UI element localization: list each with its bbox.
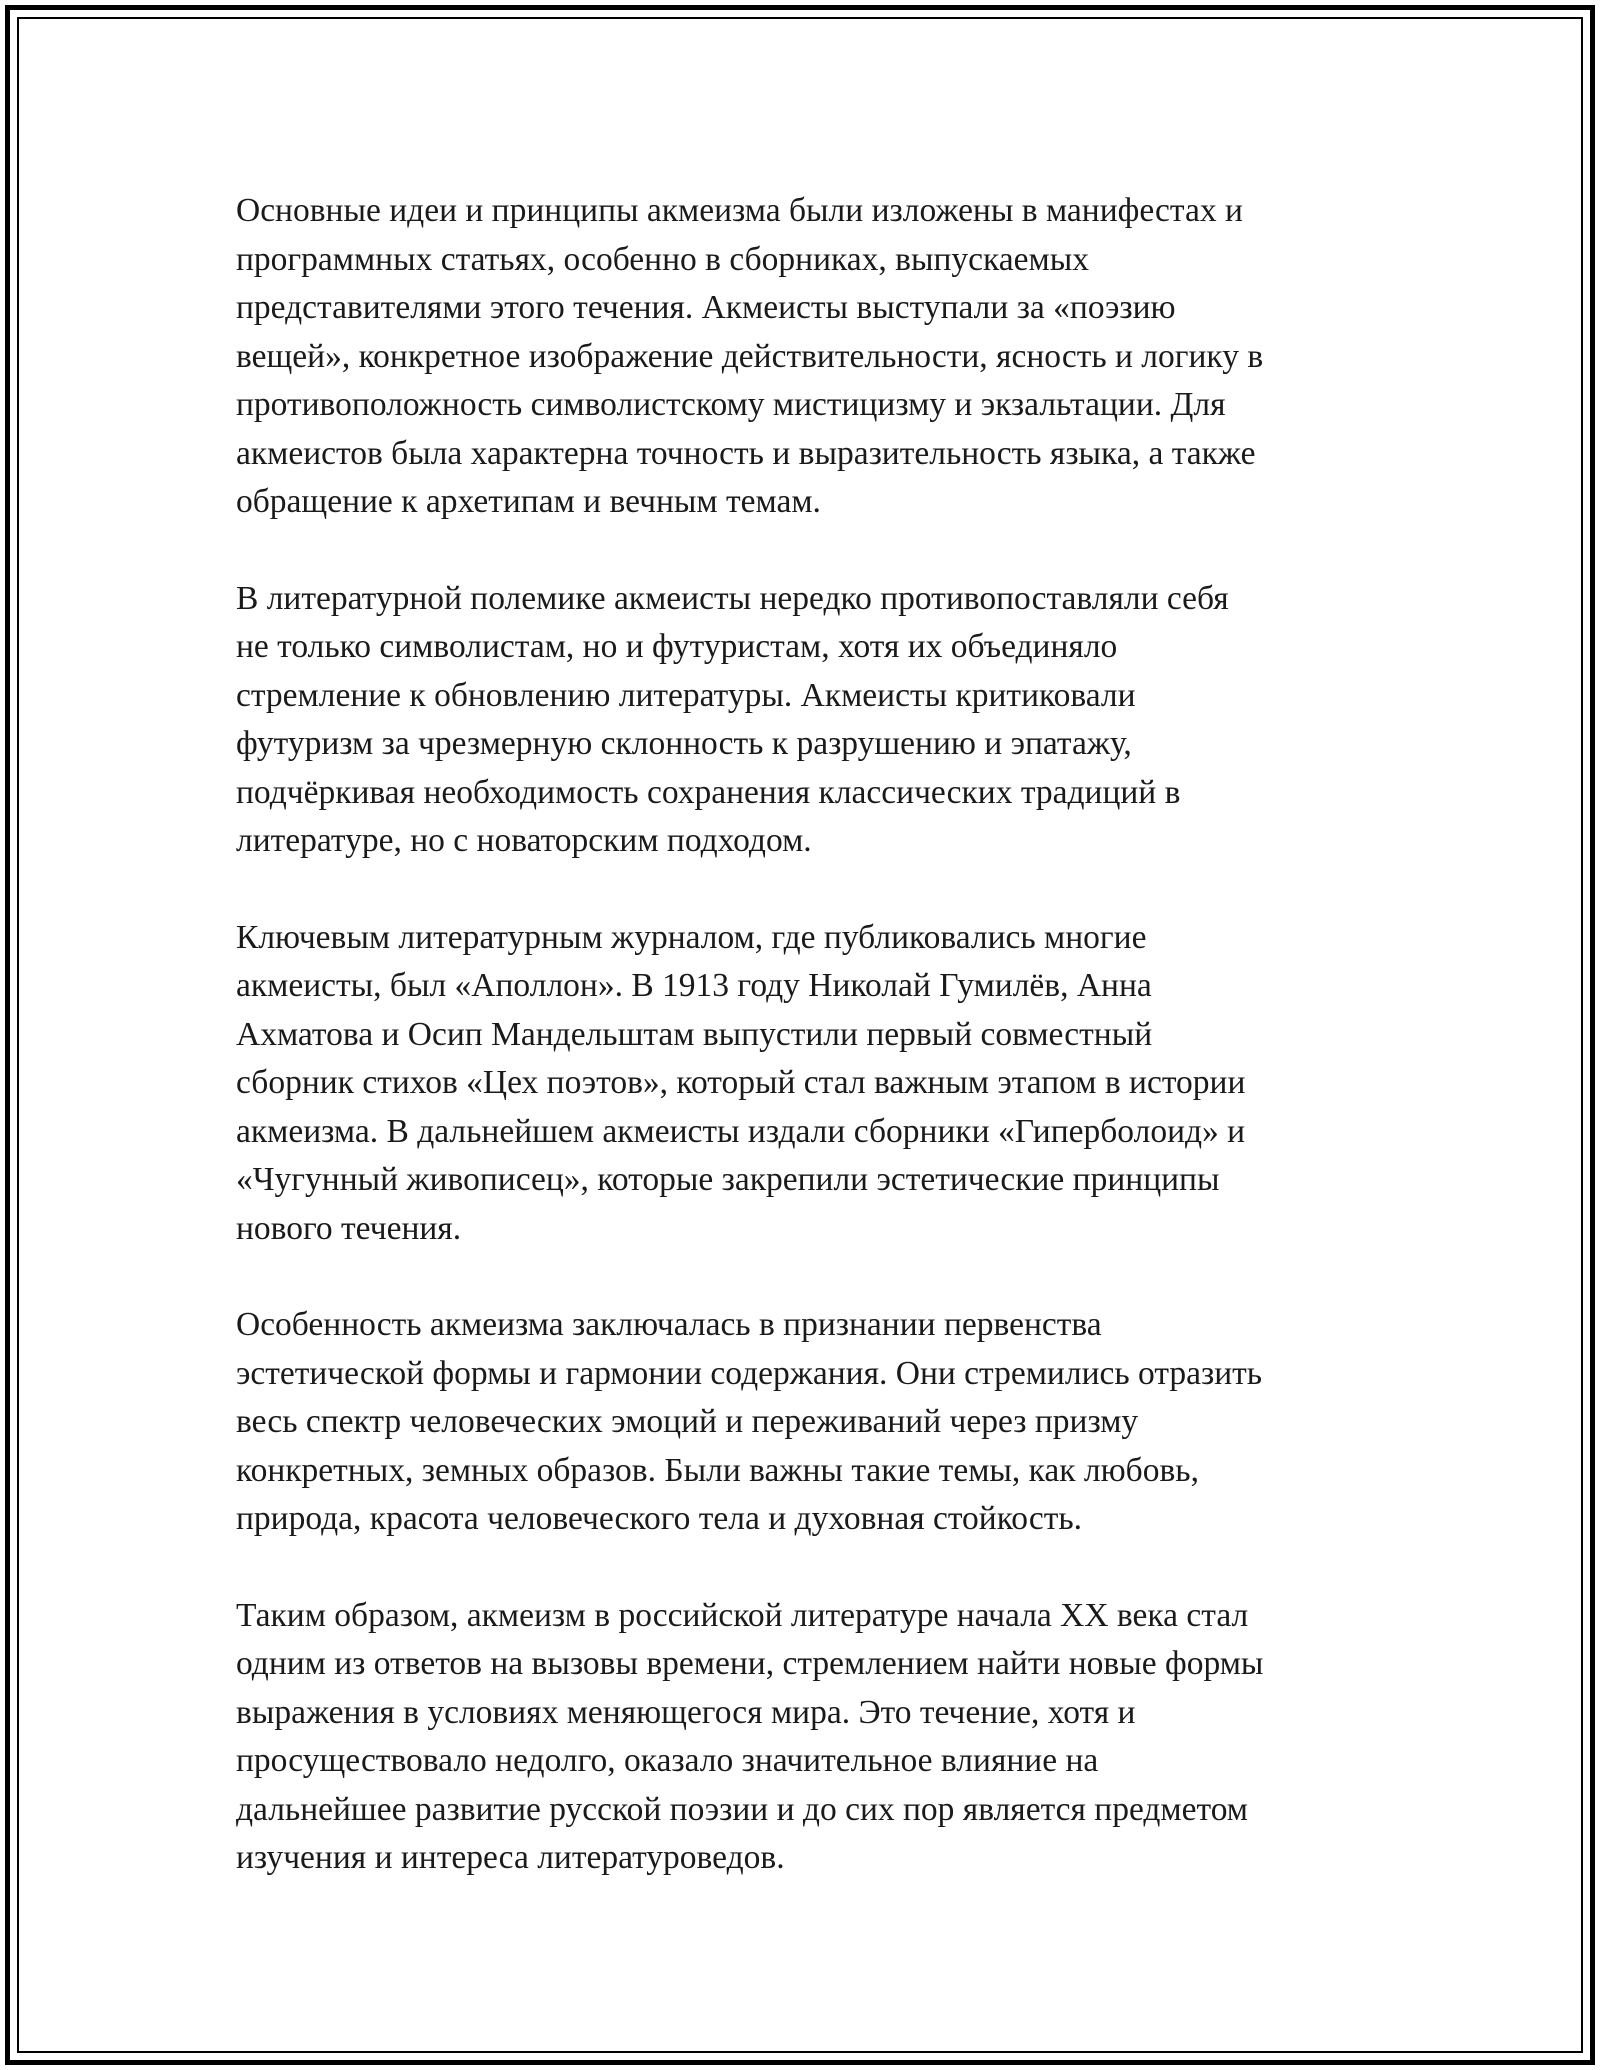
text-line: представителями этого течения. Акмеисты выступали за «поэзию (236, 289, 1176, 326)
document-body (236, 187, 1366, 1883)
text-line: нового течения. (236, 1209, 462, 1247)
text-line: одним из ответов на вызовы времени, стремлением найти новые формы (236, 1645, 1264, 1682)
paragraph-5 (236, 1592, 1366, 1883)
text-line: Основные идеи и принципы акмеизма были изложены в манифестах и (236, 192, 1243, 229)
text-line: литературе, но с новаторским подходом. (236, 822, 812, 859)
text-line: противоположность символистскому мистицизму и экзальтации. Для (236, 386, 1226, 423)
text-line: просуществовало недолго, оказало значительное влияние на (236, 1742, 1099, 1779)
text-line: «Чугунный живописец», которые закрепили эстетические принципы (236, 1161, 1220, 1198)
text-line: акмеизма. В дальнейшем акмеисты издали сборники «Гиперболоид» и (236, 1112, 1246, 1150)
paragraph-4 (236, 1301, 1366, 1544)
text-line: природа, красота человеческого тела и духовная стойкость. (236, 1500, 1083, 1537)
text-line: сборник стихов «Цех поэтов», который стал важным этапом в истории (236, 1064, 1246, 1101)
text-line: акмеисты, был «Аполлон». В 1913 году Николай Гумилёв, Анна (236, 967, 1152, 1004)
text-line: конкретных, земных образов. Были важны такие темы, как любовь, (236, 1451, 1199, 1489)
text-line: Ахматова и Осип Мандельштам выпустили первый совместный (236, 1015, 1153, 1053)
text-line: эстетической формы и гармонии содержания. Они стремились отразить (236, 1354, 1263, 1392)
text-line: В литературной полемике акмеисты нередко противопоставляли себя (236, 579, 1229, 617)
text-line: вещей», конкретное изображение действительности, ясность и логику в (236, 337, 1264, 375)
text-line: весь спектр человеческих эмоций и переживаний через призму (236, 1403, 1139, 1440)
text-line: обращение к архетипам и вечным темам. (236, 483, 821, 520)
text-line: дальнейшее развитие русской поэзии и до сих пор является предметом (236, 1790, 1249, 1828)
text-line: Ключевым литературным журналом, где публиковались многие (236, 918, 1147, 956)
paragraph-2 (236, 575, 1366, 866)
text-line: выражения в условиях меняющегося мира. Это течение, хотя и (236, 1693, 1136, 1731)
text-line: стремление к обновлению литературы. Акмеисты критиковали (236, 676, 1136, 714)
text-line: акмеистов была характерна точность и выразительность языка, а также (236, 434, 1256, 472)
text-line: футуризм за чрезмерную склонность к разрушению и эпатажу, (236, 725, 1132, 762)
text-line: Особенность акмеизма заключалась в признании первенства (236, 1306, 1102, 1343)
text-line: не только символистам, но и футуристам, хотя их объединяло (236, 628, 1118, 665)
paragraph-3 (236, 914, 1366, 1254)
text-line: подчёркивая необходимость сохранения классических традиций в (236, 773, 1181, 811)
text-line: изучения и интереса литературоведов. (236, 1839, 785, 1876)
text-line: Таким образом, акмеизм в российской литературе начала XX века стал (236, 1596, 1249, 1634)
paragraph-1 (236, 187, 1366, 527)
text-line: программных статьях, особенно в сборниках, выпускаемых (236, 240, 1089, 278)
